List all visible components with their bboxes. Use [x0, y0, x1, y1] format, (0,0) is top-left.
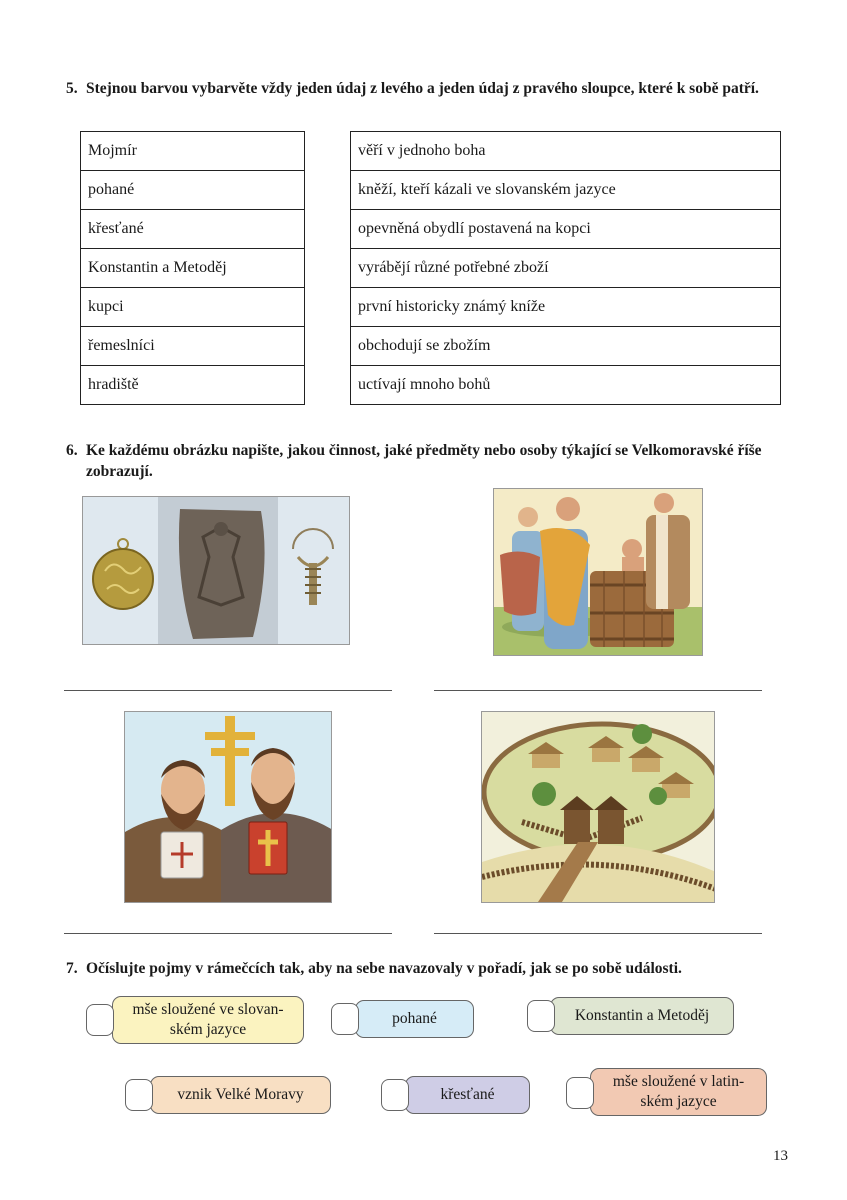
table-row	[81, 327, 305, 366]
page-number: 13	[773, 1148, 788, 1164]
right-item[interactable]: první historicky známý kníže	[351, 288, 781, 327]
table-row	[351, 366, 781, 405]
order-number-box[interactable]	[381, 1079, 409, 1111]
table-row	[81, 210, 305, 249]
right-column-table	[350, 131, 781, 405]
baptism-illustration	[494, 489, 703, 656]
term-box	[112, 996, 304, 1044]
right-item[interactable]: opevněná obydlí postavená na kopci	[351, 210, 781, 249]
term-box	[150, 1076, 331, 1114]
order-number-box[interactable]	[125, 1079, 153, 1111]
left-column-table	[80, 131, 305, 405]
table-row	[351, 288, 781, 327]
right-item[interactable]: uctívají mnoho bohů	[351, 366, 781, 405]
table-row	[81, 132, 305, 171]
saints-image	[124, 711, 332, 903]
question-number: 5.	[66, 80, 78, 97]
table-row	[351, 132, 781, 171]
table-row	[351, 249, 781, 288]
question-number: 6.	[66, 442, 78, 459]
question-number: 7.	[66, 960, 78, 977]
table-row	[351, 327, 781, 366]
table-row	[81, 288, 305, 327]
artifacts-illustration	[83, 497, 350, 645]
order-number-box[interactable]	[331, 1003, 359, 1035]
term-box	[405, 1076, 530, 1114]
term-label: mše sloužené v latin- ském jazyce	[612, 1073, 745, 1110]
term-label: křesťané	[440, 1086, 495, 1103]
left-item[interactable]: hradiště	[81, 366, 305, 405]
table-row	[351, 210, 781, 249]
left-item[interactable]: Mojmír	[81, 132, 305, 171]
hillfort-image	[481, 711, 715, 903]
answer-line[interactable]	[434, 690, 762, 691]
table-row	[81, 249, 305, 288]
right-item[interactable]: vyrábějí různé potřebné zboží	[351, 249, 781, 288]
left-item[interactable]: křesťané	[81, 210, 305, 249]
right-item[interactable]: věří v jednoho boha	[351, 132, 781, 171]
right-item[interactable]: obchodují se zbožím	[351, 327, 781, 366]
term-box	[355, 1000, 474, 1038]
term-box	[550, 997, 734, 1035]
table-row	[351, 171, 781, 210]
question-5	[66, 78, 786, 122]
term-label: pohané	[392, 1010, 437, 1027]
order-number-box[interactable]	[566, 1077, 594, 1109]
term-label: vznik Velké Moravy	[177, 1086, 304, 1103]
question-text: Očíslujte pojmy v rámečcích tak, aby na sebe navazovaly v pořadí, jak se po sobě události.	[86, 960, 682, 977]
saints-illustration	[125, 712, 332, 903]
term-label: mše sloužené ve slovan- ském jazyce	[132, 1001, 284, 1038]
term-label: Konstantin a Metoděj	[574, 1007, 710, 1024]
artifacts-image	[82, 496, 350, 645]
order-number-box[interactable]	[527, 1000, 555, 1032]
answer-line[interactable]	[64, 933, 392, 934]
baptism-image	[493, 488, 703, 656]
left-item[interactable]: pohané	[81, 171, 305, 210]
question-text: Ke každému obrázku napište, jakou činnost, jaké předměty nebo osoby týkající se Velkomoravské říše zobrazují.	[86, 442, 762, 480]
question-7	[66, 958, 786, 980]
left-item[interactable]: řemeslníci	[81, 327, 305, 366]
term-box	[590, 1068, 767, 1116]
right-item[interactable]: kněží, kteří kázali ve slovanském jazyce	[351, 171, 781, 210]
order-number-box[interactable]	[86, 1004, 114, 1036]
left-item[interactable]: kupci	[81, 288, 305, 327]
answer-line[interactable]	[64, 690, 392, 691]
table-row	[81, 171, 305, 210]
hillfort-illustration	[482, 712, 715, 903]
question-6	[66, 440, 786, 484]
answer-line[interactable]	[434, 933, 762, 934]
table-row	[81, 366, 305, 405]
question-text: Stejnou barvou vybarvěte vždy jeden údaj z levého a jeden údaj z pravého sloupce, které k sobě patří.	[86, 80, 759, 97]
left-item[interactable]: Konstantin a Metoděj	[81, 249, 305, 288]
